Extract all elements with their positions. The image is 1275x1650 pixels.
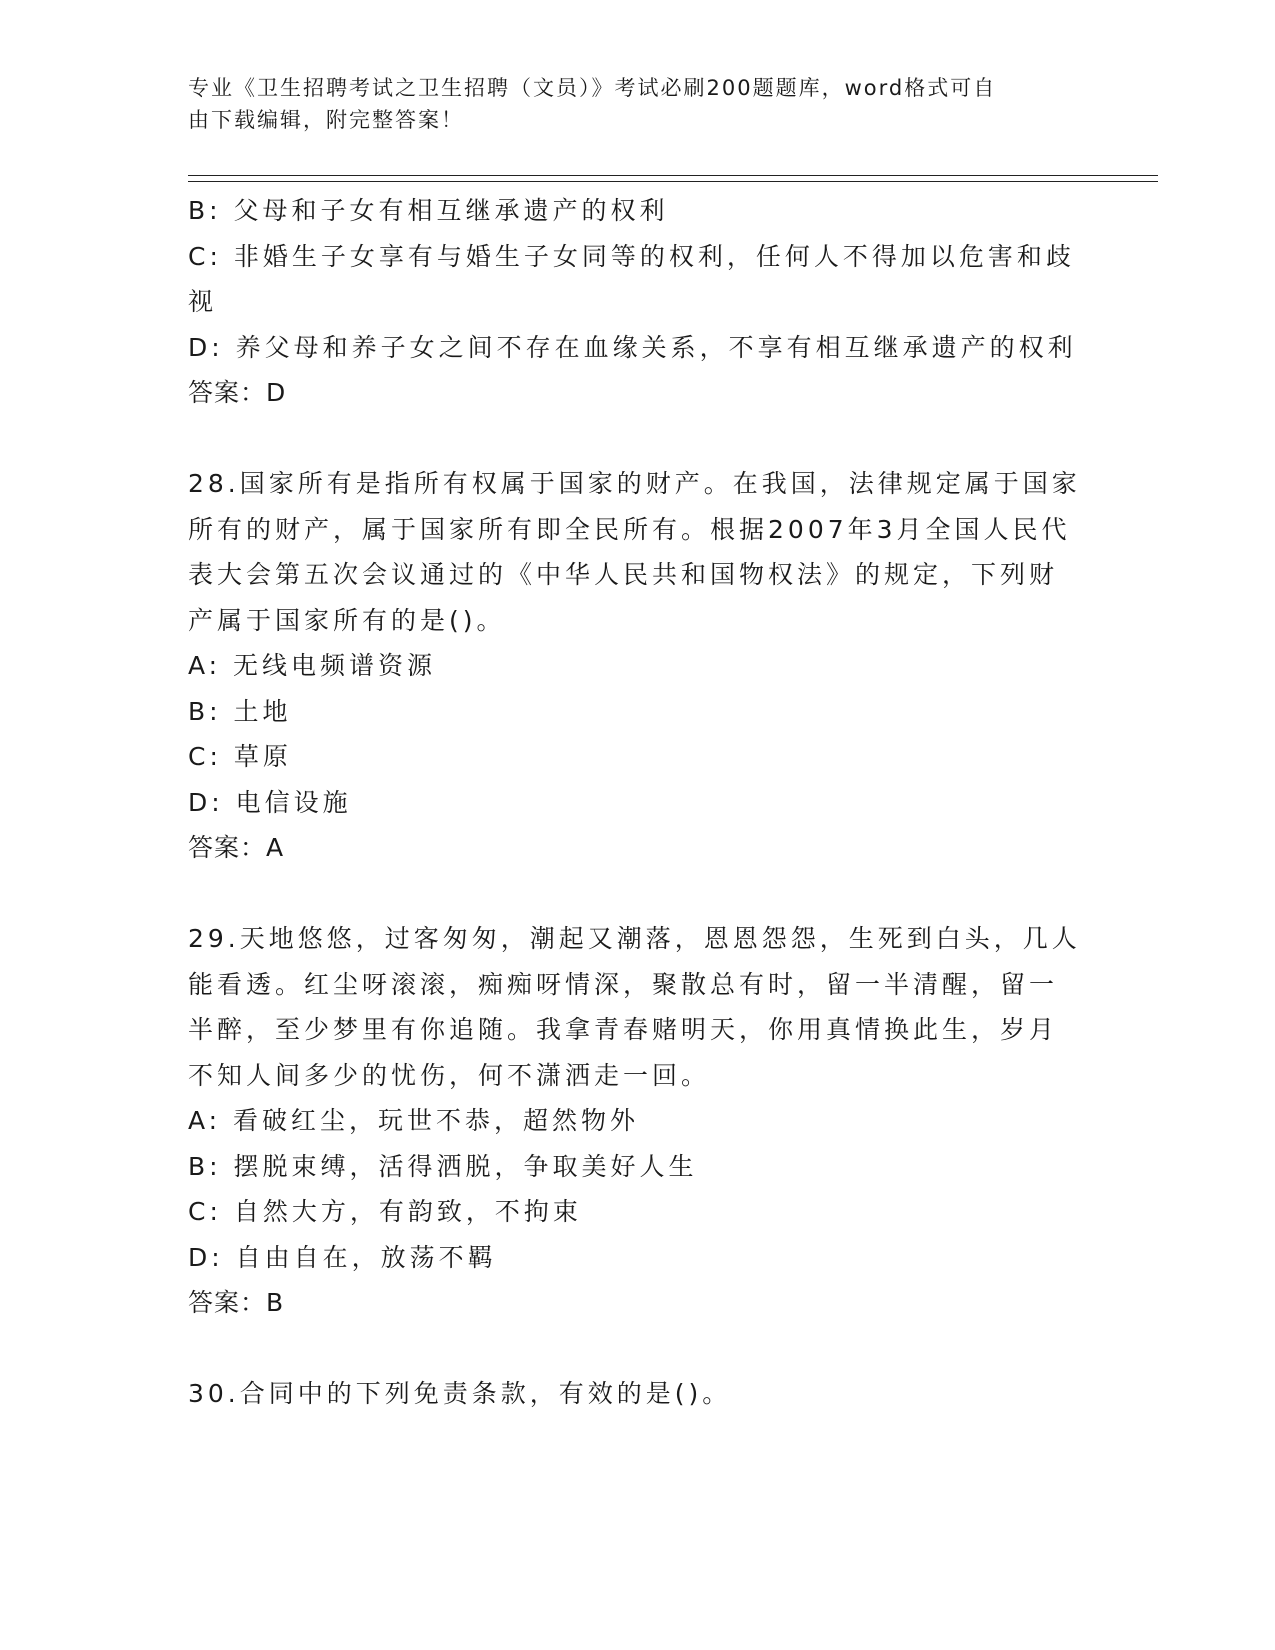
question-30 <box>188 1371 1068 1417</box>
option-a: A: 看破红尘，玩世不恭，超然物外 <box>188 1106 640 1135</box>
option-b: B: 土地 <box>188 696 292 726</box>
question-28 <box>188 461 1081 871</box>
header-title-line-2: 由下载编辑，附完整答案！ <box>188 108 464 132</box>
document-header <box>188 72 1088 136</box>
spacer <box>188 871 1068 917</box>
header-divider-top <box>188 175 1158 176</box>
option-c: C: 自然大方，有韵致，不拘束 <box>188 1197 582 1226</box>
header-divider-bottom <box>188 181 1158 182</box>
option-d: D: 自由自在，放荡不羁 <box>188 1242 497 1272</box>
document-body <box>188 188 1081 1417</box>
option-c: C: 草原 <box>188 742 292 771</box>
option-c-continued: 视 <box>188 287 218 316</box>
question-stem: 不知人间多少的忧伤，何不潇洒走一回。 <box>188 1060 711 1090</box>
option-d: D: 电信设施 <box>188 787 352 817</box>
option-b: B: 摆脱束缚，活得洒脱，争取美好人生 <box>188 1151 698 1181</box>
spacer <box>188 1326 1068 1372</box>
question-stem: 产属于国家所有的是()。 <box>188 605 506 635</box>
spacer <box>188 416 1068 462</box>
question-stem: 所有的财产，属于国家所有即全民所有。根据2007年3月全国人民代 <box>188 514 1071 544</box>
header-title-line-1: 专业《卫生招聘考试之卫生招聘（文员）》考试必刷200题题库，word格式可自 <box>188 76 997 100</box>
option-a: A: 无线电频谱资源 <box>188 651 437 680</box>
question-stem: 28.国家所有是指所有权属于国家的财产。在我国，法律规定属于国家 <box>188 469 1081 498</box>
question-stem: 半醉，至少梦里有你追随。我拿青春赌明天，你用真情换此生，岁月 <box>188 1015 1059 1044</box>
question-stem: 能看透。红尘呀滚滚，痴痴呀情深，聚散总有时，留一半清醒，留一 <box>188 969 1059 999</box>
question-27 <box>188 188 1077 416</box>
answer: 答案：A <box>188 833 285 862</box>
answer: 答案：D <box>188 378 287 407</box>
question-stem: 29.天地悠悠，过客匆匆，潮起又潮落，恩恩怨怨，生死到白头，几人 <box>188 924 1081 953</box>
question-stem: 表大会第五次会议通过的《中华人民共和国物权法》的规定，下列财 <box>188 560 1059 589</box>
option-b: B: 父母和子女有相互继承遗产的权利 <box>188 196 669 225</box>
answer: 答案：B <box>188 1288 285 1317</box>
option-c: C: 非婚生子女享有与婚生子女同等的权利，任何人不得加以危害和歧 <box>188 241 1075 271</box>
question-29 <box>188 916 1081 1326</box>
option-d: D: 养父母和养子女之间不存在血缘关系，不享有相互继承遗产的权利 <box>188 332 1077 362</box>
question-stem: 30.合同中的下列免责条款，有效的是()。 <box>188 1379 732 1408</box>
